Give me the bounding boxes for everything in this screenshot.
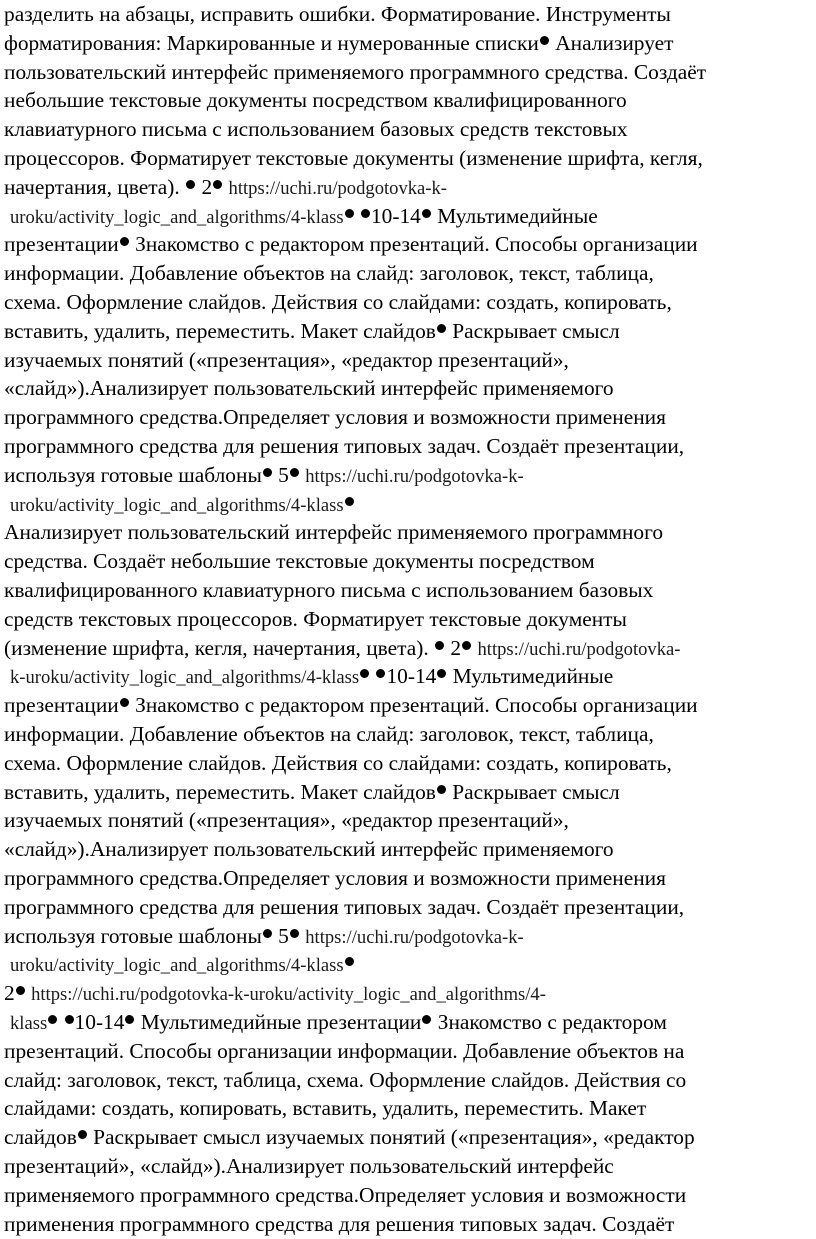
text-segment: применения программного средства для решения типовых задач. Создаёт [4, 1211, 675, 1236]
bullet-icon [263, 468, 272, 477]
bullet-icon [78, 1130, 87, 1139]
text-line [4, 403, 666, 432]
text-segment: (изменение шрифта, кегля, начертания, цвета). [4, 635, 435, 660]
bullet-icon [437, 785, 446, 794]
url-text: https://uchi.ru/podgotovka- [477, 638, 681, 660]
text-segment: Мультимедийные презентации [135, 1010, 422, 1034]
bullet-icon [376, 669, 385, 678]
text-segment: средства. Создаёт небольшие текстовые документы посредством [4, 549, 595, 574]
text-segment: Раскрывает смысл [446, 779, 620, 804]
text-segment: средств текстовых процессоров. Форматирует текстовые документы [4, 606, 627, 631]
url-text: https://uchi.ru/podgotovka-k-uroku/activity_logic_and_algorithms/4- [31, 984, 546, 1006]
url-text: uroku/activity_logic_and_algorithms/4-klass [10, 955, 344, 977]
text-segment: начертания, цвета). [4, 174, 186, 199]
text-line [10, 950, 355, 980]
text-line [4, 518, 663, 547]
text-line [10, 202, 598, 232]
text-line [4, 1066, 686, 1095]
text-segment: 2 [196, 174, 213, 199]
text-line [4, 691, 698, 720]
text-line [4, 29, 673, 58]
text-segment [58, 1010, 63, 1034]
text-line [4, 605, 627, 634]
text-line [4, 1181, 686, 1210]
bullet-icon [422, 1015, 431, 1024]
url-text: klass [10, 1013, 48, 1034]
text-segment: 5 [272, 462, 289, 487]
text-line [4, 720, 654, 749]
text-segment: презентаций. Способы организации информации. Добавление объектов на [4, 1038, 685, 1063]
text-segment: пользовательский интерфейс применяемого программного средства. Создаёт [4, 59, 707, 84]
text-line [4, 1210, 674, 1239]
text-line [4, 547, 595, 576]
text-line [4, 86, 627, 115]
bullet-icon [345, 209, 354, 218]
text-segment: Знакомство с редактором [432, 1010, 667, 1034]
bullet-icon [437, 669, 446, 678]
text-segment: схема. Оформление слайдов. Действия со слайдами: создать, копировать, [4, 750, 672, 775]
url-text: k-uroku/activity_logic_and_algorithms/4-klass [10, 667, 360, 689]
text-line [4, 893, 684, 922]
url-text: https://uchi.ru/podgotovka-k- [305, 465, 524, 487]
text-segment: программного средства для решения типовых задач. Создаёт презентации, [4, 434, 685, 458]
text-segment: презентации [4, 232, 119, 257]
bullet-icon [361, 209, 370, 218]
text-line [4, 576, 653, 605]
text-segment: информации. Добавление объектов на слайд: заголовок, текст, таблица, [4, 261, 654, 286]
text-segment: 10-14 [386, 664, 437, 689]
text-segment: Мультимедийные [447, 664, 614, 689]
text-segment [355, 204, 360, 228]
text-line [4, 374, 614, 403]
text-segment: «слайд»).Анализирует пользовательский интерфейс применяемого [4, 376, 614, 401]
text-segment: Знакомство с редактором презентаций. Способы организации [129, 232, 698, 257]
text-line [4, 317, 620, 346]
text-segment: презентаций», «слайд»).Анализирует пользовательский интерфейс [4, 1154, 614, 1178]
bullet-icon [186, 180, 195, 189]
text-segment: клавиатурного письма с использованием базовых средств текстовых [4, 117, 628, 142]
text-segment: программного средства для решения типовых задач. Создаёт презентации, [4, 894, 685, 919]
text-segment: Раскрывает смысл [446, 318, 620, 343]
text-line [4, 749, 672, 778]
bullet-icon [213, 180, 222, 189]
text-line [4, 778, 620, 807]
text-line [4, 1094, 646, 1123]
text-line [4, 144, 703, 173]
text-line [10, 490, 355, 520]
text-segment: программного средства.Определяет условия и возможности применения [4, 866, 666, 890]
text-line [4, 173, 447, 203]
text-segment: презентации [4, 693, 119, 718]
text-line [4, 259, 654, 288]
bullet-icon [345, 957, 354, 966]
text-segment: слайдов [4, 1125, 77, 1150]
text-segment: программного средства.Определяет условия и возможности применения [4, 405, 666, 430]
bullet-icon [422, 209, 431, 218]
text-line [4, 0, 671, 29]
text-segment: Мультимедийные [431, 203, 598, 228]
text-line [4, 835, 614, 864]
text-line [4, 634, 680, 664]
text-segment: применяемого программного средства.Определяет условия и возможности [4, 1182, 687, 1207]
text-segment: изучаемых понятий («презентация», «редактор презентаций», [4, 808, 569, 833]
text-line [4, 58, 706, 87]
bullet-icon [263, 929, 272, 938]
text-line [4, 346, 569, 375]
text-line [4, 922, 524, 952]
text-segment: схема. Оформление слайдов. Действия со слайдами: создать, копировать, [4, 290, 672, 314]
text-segment: Раскрывает смысл изучаемых понятий («презентация», «редактор [87, 1125, 695, 1150]
text-line [10, 662, 613, 692]
text-segment: 5 [272, 923, 289, 948]
text-line [10, 1008, 667, 1038]
bullet-icon [290, 929, 299, 938]
text-line [4, 1123, 695, 1152]
text-segment: квалифицированного клавиатурного письма с использованием базовых [4, 578, 654, 602]
bullet-icon [437, 324, 446, 333]
text-segment: 10-14 [74, 1010, 125, 1034]
bullet-icon [540, 36, 549, 45]
bullet-icon [125, 1015, 134, 1024]
text-segment: изучаемых понятий («презентация», «редактор презентаций», [4, 347, 569, 372]
text-line [4, 806, 569, 835]
text-line [4, 461, 524, 491]
text-segment: процессоров. Форматирует текстовые документы (изменение шрифта, кегля, [4, 146, 703, 170]
text-segment: форматирования: Маркированные и нумерованные списки [4, 30, 539, 55]
text-segment: Анализирует пользовательский интерфейс применяемого программного [4, 520, 664, 545]
text-segment: 10-14 [370, 203, 421, 228]
bullet-icon [462, 641, 471, 650]
text-segment: вставить, удалить, переместить. Макет слайдов [4, 318, 436, 343]
text-line [4, 432, 684, 461]
text-segment: информации. Добавление объектов на слайд: заголовок, текст, таблица, [4, 722, 654, 746]
text-segment: «слайд»).Анализирует пользовательский интерфейс применяемого [4, 837, 614, 862]
text-segment: слайдами: создать, копировать, вставить, удалить, переместить. Макет [4, 1096, 647, 1121]
bullet-icon [290, 468, 299, 477]
text-segment [370, 664, 375, 688]
text-line [4, 864, 666, 893]
bullet-icon [120, 698, 129, 707]
text-segment: слайд: заголовок, текст, таблица, схема. Оформление слайдов. Действия со [4, 1067, 687, 1092]
bullet-icon [48, 1015, 57, 1024]
text-line [4, 230, 698, 259]
text-line [4, 1037, 684, 1066]
url-text: uroku/activity_logic_and_algorithms/4-klass [10, 494, 344, 516]
text-segment: разделить на абзацы, исправить ошибки. Форматирование. Инструменты [4, 2, 671, 26]
bullet-icon [360, 669, 369, 678]
text-segment: используя готовые шаблоны [4, 462, 262, 487]
text-segment: используя готовые шаблоны [4, 923, 262, 948]
text-line [4, 288, 672, 317]
text-segment: Анализирует [549, 30, 674, 55]
bullet-icon [16, 986, 25, 995]
url-text: https://uchi.ru/podgotovka-k- [228, 177, 447, 199]
url-text: uroku/activity_logic_and_algorithms/4-klass [10, 206, 344, 228]
bullet-icon [120, 237, 129, 246]
text-segment: 2 [445, 635, 462, 660]
bullet-icon [345, 497, 354, 506]
bullet-icon [435, 641, 444, 650]
text-segment: вставить, удалить, переместить. Макет слайдов [4, 779, 436, 804]
text-line [4, 115, 628, 144]
bullet-icon [65, 1015, 74, 1024]
text-segment: небольшие текстовые документы посредством квалифицированного [4, 88, 627, 113]
url-text: https://uchi.ru/podgotovka-k- [305, 926, 524, 948]
text-segment: 2 [4, 981, 15, 1006]
text-segment: Знакомство с редактором презентаций. Способы организации [129, 693, 698, 718]
text-line [4, 1152, 614, 1181]
text-line [4, 979, 546, 1009]
